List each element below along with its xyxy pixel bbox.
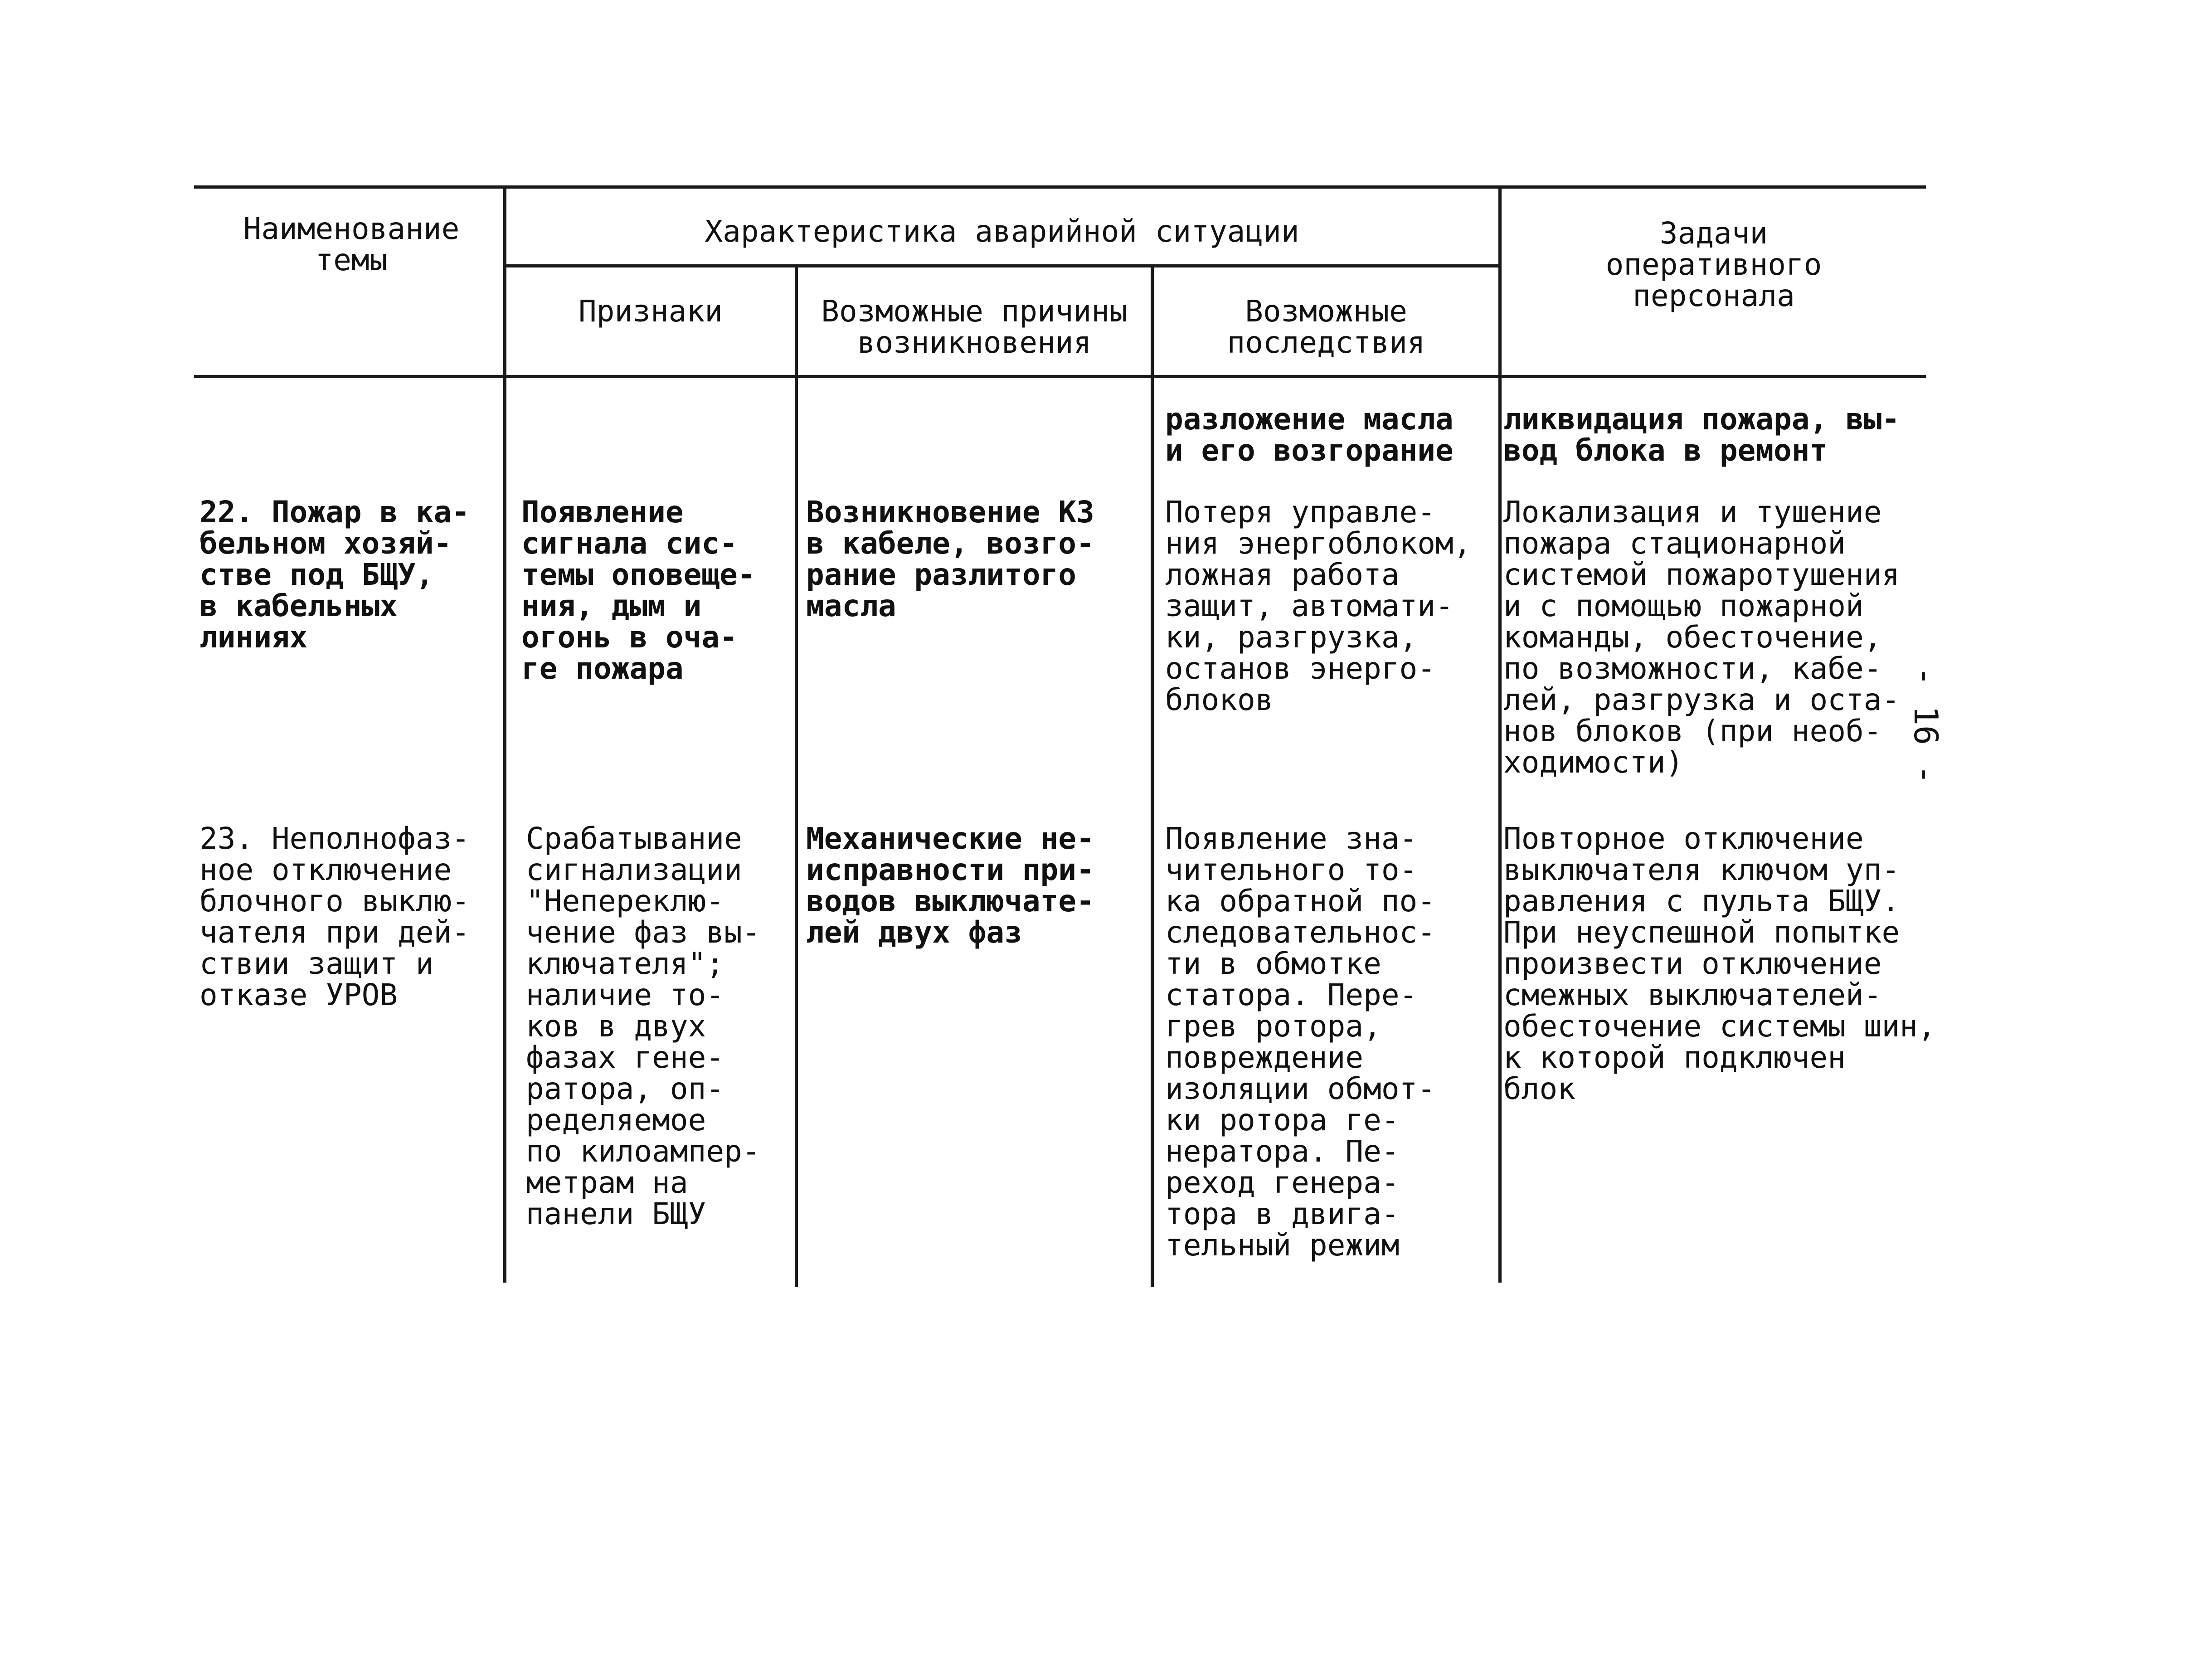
row-22-signs: Появление сигнала сис- темы оповеще- ния, дым и огонь в оча- ге пожара <box>521 495 756 686</box>
header-characteristics: Характеристика аварийной ситуации <box>705 214 1299 249</box>
header-consequences: Возможные последствия <box>1227 294 1425 360</box>
row-23-signs: Срабатывание сигнализации "Непереклю- чение фаз вы- ключателя"; наличие то- ков в двух фазах гене- ратора, оп- ределяемое по килоампер- метрам на панели БЩУ <box>526 821 760 1231</box>
row-23-causes: Механические не- исправности при- водов выключате- лей двух фаз <box>806 821 1094 950</box>
row-23-topic: 23. Неполнофаз- ное отключение блочного выклю- чателя при дей- ствии защит и отказе УРОВ <box>199 821 470 1012</box>
continuation-tasks: ликвидация пожара, вы- вод блока в ремонт <box>1503 402 1900 468</box>
row-22-topic: 22. Пожар в ка- бельном хозяй- стве под БЩУ, в кабельных линиях <box>199 495 470 655</box>
row-22-tasks: Локализация и тушение пожара стационарной системой пожаротушения и с помощью пожарной команды, обесточение, по возможности, кабе- лей, разгрузка и оста- нов блоков (при необ- ходимости) <box>1503 495 1900 780</box>
column-divider-4 <box>1498 185 1502 1283</box>
row-23-tasks: Повторное отключение выключателя ключом уп- равления с пульта БЩУ. При неуспешной попытке произвести отключение смежных выключателей- обесточение системы шин, к которой подключен блок <box>1503 821 1936 1106</box>
header-signs: Признаки <box>579 294 723 329</box>
header-tasks: Задачи оперативного персонала <box>1605 216 1822 313</box>
page-number: - 16 - <box>1907 666 1945 785</box>
column-divider-1 <box>503 185 506 1283</box>
column-divider-2 <box>795 264 798 1287</box>
header-causes: Возможные причины возникновения <box>821 294 1128 360</box>
table-top-rule <box>194 185 1926 189</box>
row-22-consequences: Потеря управле- ния энергоблоком, ложная работа защит, автомати- ки, разгрузка, останов энерго- блоков <box>1165 495 1472 717</box>
header-topic: Наименование темы <box>243 211 460 277</box>
continuation-consequences: разложение масла и его возгорание <box>1165 402 1454 468</box>
row-23-consequences: Появление зна- чительного то- ка обратной по- следовательнос- ти в обмотке статора. Пере- грев ротора, повреждение изоляции обмот- ки ротора ге- нератора. Пе- реход генера- тора в двига- тельный режим <box>1165 821 1436 1263</box>
group-header-rule <box>505 264 1501 267</box>
row-22-causes: Возникновение КЗ в кабеле, возго- рание разлитого масла <box>806 495 1094 623</box>
column-divider-3 <box>1151 264 1154 1287</box>
header-bottom-rule <box>194 375 1926 378</box>
